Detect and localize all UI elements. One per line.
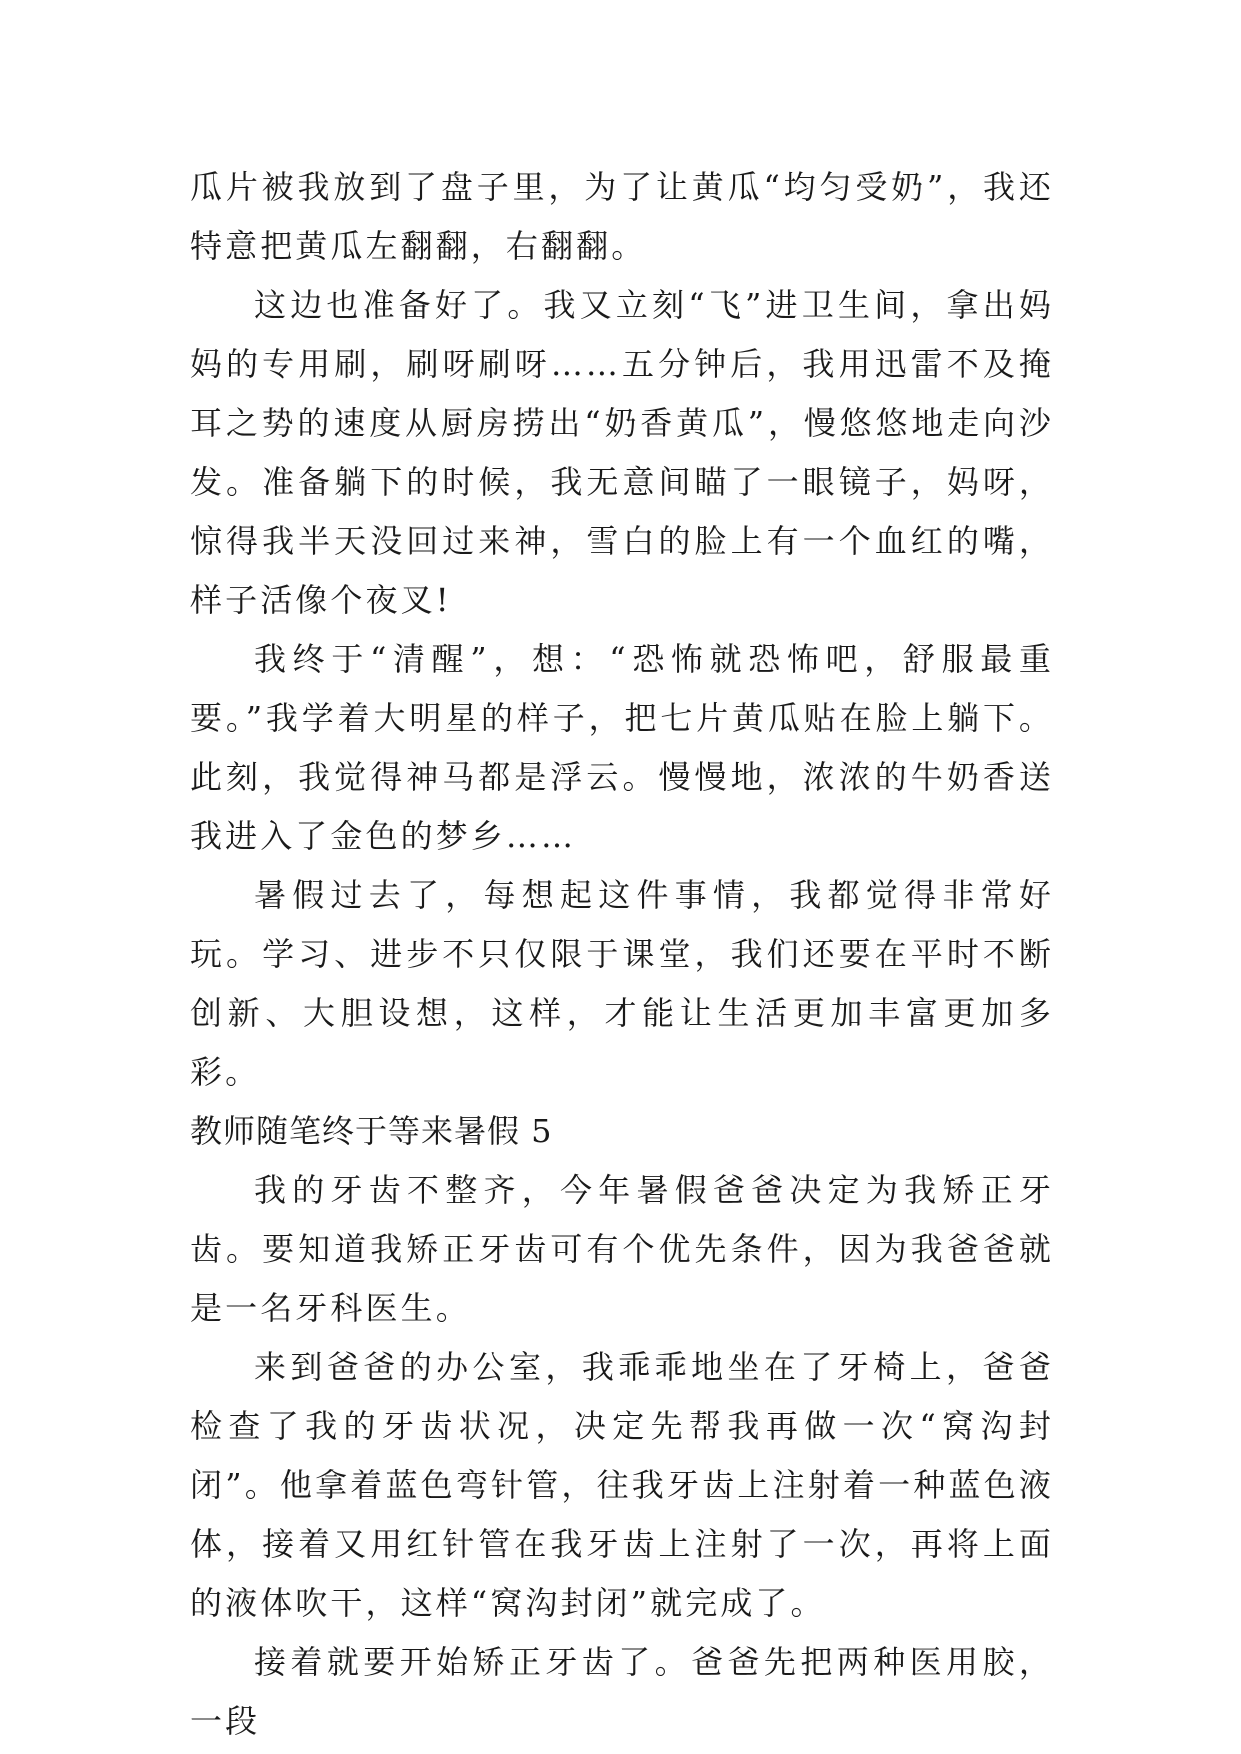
paragraph: 这边也准备好了。我又立刻“飞”进卫生间，拿出妈妈的专用刷，刷呀刷呀……五分钟后，我用迅雷不及掩耳之势的速度从厨房捞出“奶香黄瓜”，慢悠悠地走向沙发。准备躺下的时候，我无意间瞄了一眼镜子，妈呀，惊得我半天没回过来神，雪白的脸上有一个血红的嘴，样子活像个夜叉! [190,286,1054,619]
document-body [190,158,1054,1751]
paragraph: 我终于“清醒”，想：“恐怖就恐怖吧，舒服最重要。”我学着大明星的样子，把七片黄瓜贴在脸上躺下。此刻，我觉得神马都是浮云。慢慢地，浓浓的牛奶香送我进入了金色的梦乡…… [190,640,1054,855]
paragraph: 暑假过去了，每想起这件事情，我都觉得非常好玩。学习、进步不只仅限于课堂，我们还要在平时不断创新、大胆设想，这样，才能让生活更加丰富更加多彩。 [190,876,1054,1091]
paragraph: 瓜片被我放到了盘子里，为了让黄瓜“均匀受奶”，我还特意把黄瓜左翻翻，右翻翻。 [190,168,1054,265]
paragraph: 我的牙齿不整齐，今年暑假爸爸决定为我矫正牙齿。要知道我矫正牙齿可有个优先条件，因为我爸爸就是一名牙科医生。 [190,1171,1054,1327]
paragraph: 来到爸爸的办公室，我乖乖地坐在了牙椅上，爸爸检查了我的牙齿状况，决定先帮我再做一次“窝沟封闭”。他拿着蓝色弯针管，往我牙齿上注射着一种蓝色液体，接着又用红针管在我牙齿上注射了一次，再将上面的液体吹干，这样“窝沟封闭”就完成了。 [190,1348,1054,1622]
section-heading: 教师随笔终于等来暑假 5 [190,1112,553,1150]
paragraph: 接着就要开始矫正牙齿了。爸爸先把两种医用胶，一段 [190,1643,1054,1740]
